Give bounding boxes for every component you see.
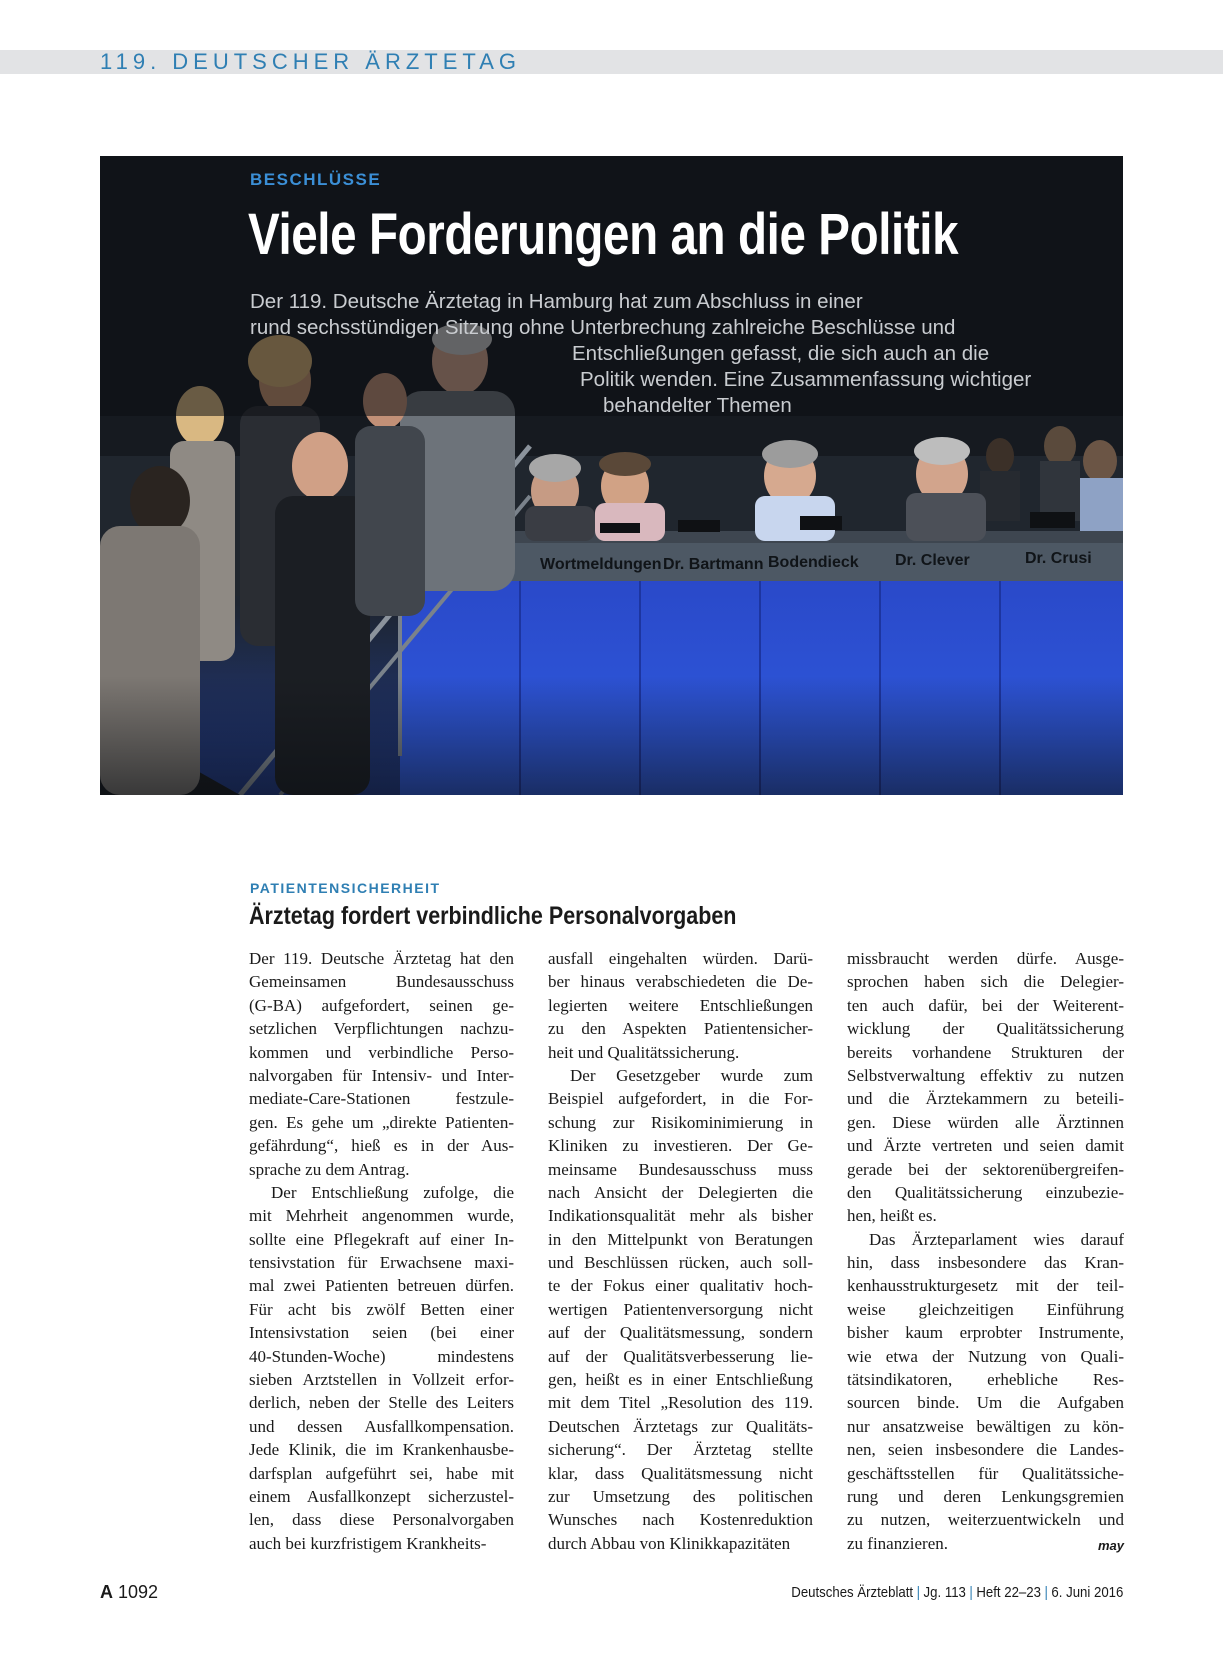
hero-kicker: BESCHLÜSSE: [250, 170, 382, 189]
article-line: wertigen Patientenversorgung nicht: [548, 1299, 813, 1319]
article-kicker: PATIENTENSICHERHEIT: [250, 880, 441, 896]
article-line: kommen und verbindliche Perso-: [249, 1042, 514, 1062]
article-line: missbraucht werden dürfe. Ausge-: [847, 949, 1124, 968]
article-line: zur Umsetzung des politischen: [548, 1486, 813, 1506]
article-line: mit dem Titel „Resolution des 119.: [548, 1393, 813, 1413]
article-line: wicklung der Qualitätssicherung: [847, 1019, 1124, 1039]
article-line: Der Entschließung zufolge, die: [271, 1182, 514, 1202]
journal-date: 6. Juni 2016: [1051, 1584, 1123, 1601]
article-line: sicherung“. Der Ärztetag stellte: [548, 1440, 813, 1460]
article-line: und dessen Ausfallkompensation.: [249, 1416, 514, 1436]
article-column-1: [249, 947, 514, 1555]
article-line: bereits vorhandene Strukturen der: [847, 1042, 1124, 1062]
article-line: und Ärzte vertreten und seien damit: [847, 1136, 1124, 1156]
article-line: mal zwei Patienten betreuen dürfen.: [249, 1276, 514, 1296]
author-signature: may: [1097, 1538, 1124, 1553]
article-line: den Qualitätssicherung einzubezie-: [847, 1182, 1124, 1202]
article-line: te der Fokus einer qualitativ hoch-: [548, 1276, 813, 1296]
article-line: weise gleichzeitigen Einführung: [847, 1299, 1124, 1319]
lead-line: Entschließungen gefasst, die sich auch an die: [572, 342, 990, 365]
article-line: nach Ansicht der Delegierten die: [548, 1182, 813, 1202]
footer-separator: |: [969, 1584, 973, 1601]
article-line: kenhausstrukturgesetz mit der teil-: [847, 1276, 1124, 1296]
article-line: hin, dass insbesondere das Kran-: [847, 1253, 1124, 1273]
article-line: bisher kaum erprobter Instrumente,: [847, 1323, 1124, 1343]
article-line: Für acht bis zwölf Betten einer: [249, 1299, 514, 1319]
article-line: hen, heißt es.: [847, 1206, 937, 1226]
article-line: auf der Qualitätsmessung, sondern: [548, 1323, 813, 1343]
desk-sign: Dr. Crusi: [1025, 550, 1092, 567]
article-line: Selbstverwaltung effektiv zu nutzen: [847, 1065, 1124, 1085]
article-line: setzlichen Verpflichtungen nachzu-: [249, 1019, 514, 1039]
article-line: zu den Aspekten Patientensicher-: [548, 1019, 813, 1039]
headline: Viele Forderungen an die Politik: [248, 202, 959, 267]
article-line: Das Ärzteparlament wies darauf: [869, 1229, 1124, 1249]
article-line: und Beschlüssen rücken, auch soll-: [548, 1253, 813, 1273]
journal-footer: [791, 1584, 1123, 1601]
desk-sign: Dr. Bartmann: [663, 556, 764, 573]
lead-line: behandelter Themen: [603, 394, 792, 417]
footer-separator: |: [916, 1584, 920, 1601]
section-title: 119. DEUTSCHER ÄRZTETAG: [100, 49, 522, 74]
article-line: nur ansatzweise bewältigen zu kön-: [847, 1416, 1124, 1436]
article-line: tensivstation für Erwachsene maxi-: [249, 1253, 514, 1273]
journal-name: Deutsches Ärzteblatt: [790, 1584, 913, 1601]
article-line: derlich, neben der Stelle des Leiters: [249, 1393, 514, 1413]
article-line: (G-BA) aufgefordert, seinen ge-: [249, 995, 514, 1015]
page-number: [100, 1582, 158, 1603]
article-line: gen. Diese würden alle Ärztinnen: [847, 1112, 1124, 1132]
lead-line: Der 119. Deutsche Ärztetag in Hamburg hat zum Abschluss in einer: [250, 290, 863, 313]
article-line: Beispiel aufgefordert, in die For-: [548, 1089, 813, 1109]
article-line: sprochen haben sich die Delegier-: [847, 972, 1124, 992]
article-line: nalvorgaben für Intensiv- und Inter-: [249, 1065, 514, 1085]
lead-line: rund sechsstündigen Sitzung ohne Unterbrechung zahlreiche Beschlüsse und: [250, 316, 956, 339]
article-line: wie etwa der Nutzung von Quali-: [847, 1346, 1124, 1366]
article-line: Der 119. Deutsche Ärztetag hat den: [249, 949, 514, 968]
article-line: schung zur Risikominimierung in: [548, 1112, 813, 1132]
article-line: Gemeinsamen Bundesausschuss: [249, 972, 514, 992]
article-column-2: [548, 947, 813, 1555]
article-line: Jede Klinik, die im Krankenhausbe-: [249, 1440, 514, 1460]
article-line: in den Mittelpunkt von Beratungen: [548, 1229, 813, 1249]
article-line: sourcen binde. Um die Aufgaben: [847, 1393, 1124, 1413]
article-line: Wunsches nach Kostenreduktion: [548, 1510, 813, 1530]
article-line: sollte eine Pflegekraft auf einer In-: [249, 1229, 514, 1249]
article-line: len, dass diese Personalvorgaben: [249, 1510, 514, 1530]
footer-separator: |: [1044, 1584, 1048, 1601]
article-line: rung und deren Lenkungsgremien: [847, 1486, 1124, 1506]
article-line: ten auch dafür, bei der Weiterent-: [847, 995, 1124, 1015]
article-line: gerade bei der sektorenübergreifen-: [847, 1159, 1124, 1179]
article-line: mit Mehrheit angenommen wurde,: [249, 1206, 514, 1226]
article-line: ber hinaus verabschiedeten die De-: [548, 972, 813, 992]
article-line: Kliniken zu investieren. Der Ge-: [548, 1136, 813, 1156]
article-title: Ärztetag fordert verbindliche Personalvorgaben: [249, 902, 737, 930]
article-line: durch Abbau von Klinikkapazitäten: [548, 1533, 791, 1553]
article-line: tätsindikatoren, erhebliche Res-: [847, 1370, 1124, 1390]
article-line: Indikationsqualität mehr als bisher: [548, 1206, 813, 1226]
article-line: einem Ausfallkonzept sicherzustel-: [249, 1486, 514, 1506]
article-line: legierten weitere Entschließungen: [548, 995, 813, 1015]
article-line: und die Ärztekammern zu beteili-: [847, 1089, 1124, 1109]
lead-line: Politik wenden. Eine Zusammenfassung wichtiger: [580, 368, 1032, 391]
article-column-3: [847, 947, 1124, 1555]
article-line: meinsame Bundesausschuss muss: [548, 1159, 813, 1179]
article-line: sieben Arztstellen in Vollzeit erfor-: [249, 1370, 514, 1390]
desk-sign: Bodendieck: [768, 554, 859, 571]
journal-issue: Heft 22–23: [976, 1584, 1041, 1601]
article-line: auf der Qualitätsverbesserung lie-: [548, 1346, 813, 1366]
article-line: gen, heißt es in einer Entschließung: [548, 1370, 813, 1390]
article-line: sprache zu dem Antrag.: [249, 1159, 410, 1179]
desk-sign: Dr. Clever: [895, 552, 970, 569]
article-line: heit und Qualitätssicherung.: [548, 1042, 740, 1062]
article-line: darfsplan aufgeführt sei, habe mit: [249, 1463, 514, 1483]
article-line: nen, seien insbesondere die Landes-: [847, 1440, 1124, 1460]
article-line: gefährdung“, hieß es in der Aus-: [249, 1136, 514, 1156]
article-line: Deutschen Ärztetags zur Qualitäts-: [548, 1416, 813, 1436]
article-line: geschäftsstellen für Qualitätssiche-: [847, 1463, 1124, 1483]
article-line: mediate-Care-Stationen festzule-: [249, 1089, 514, 1109]
page-number-value: 1092: [118, 1582, 159, 1602]
hero-image: [100, 156, 1123, 795]
page-prefix: A: [100, 1582, 113, 1602]
journal-volume: Jg. 113: [923, 1584, 966, 1601]
article-line: klar, dass Qualitätsmessung nicht: [548, 1463, 813, 1483]
article-line: 40-Stunden-Woche) mindestens: [249, 1346, 514, 1366]
article-line: auch bei kurzfristigem Krankheits-: [249, 1533, 487, 1553]
desk-sign: Wortmeldungen: [540, 556, 662, 573]
article-line: zu nutzen, weiterzuentwickeln und: [847, 1510, 1124, 1530]
article-line: zu finanzieren.: [847, 1533, 948, 1553]
article-line: Intensivstation seien (bei einer: [249, 1323, 514, 1343]
article-line: Der Gesetzgeber wurde zum: [570, 1065, 813, 1085]
article-line: gen. Es gehe um „direkte Patienten-: [249, 1112, 514, 1132]
article-line: ausfall eingehalten würden. Darü-: [548, 949, 813, 968]
